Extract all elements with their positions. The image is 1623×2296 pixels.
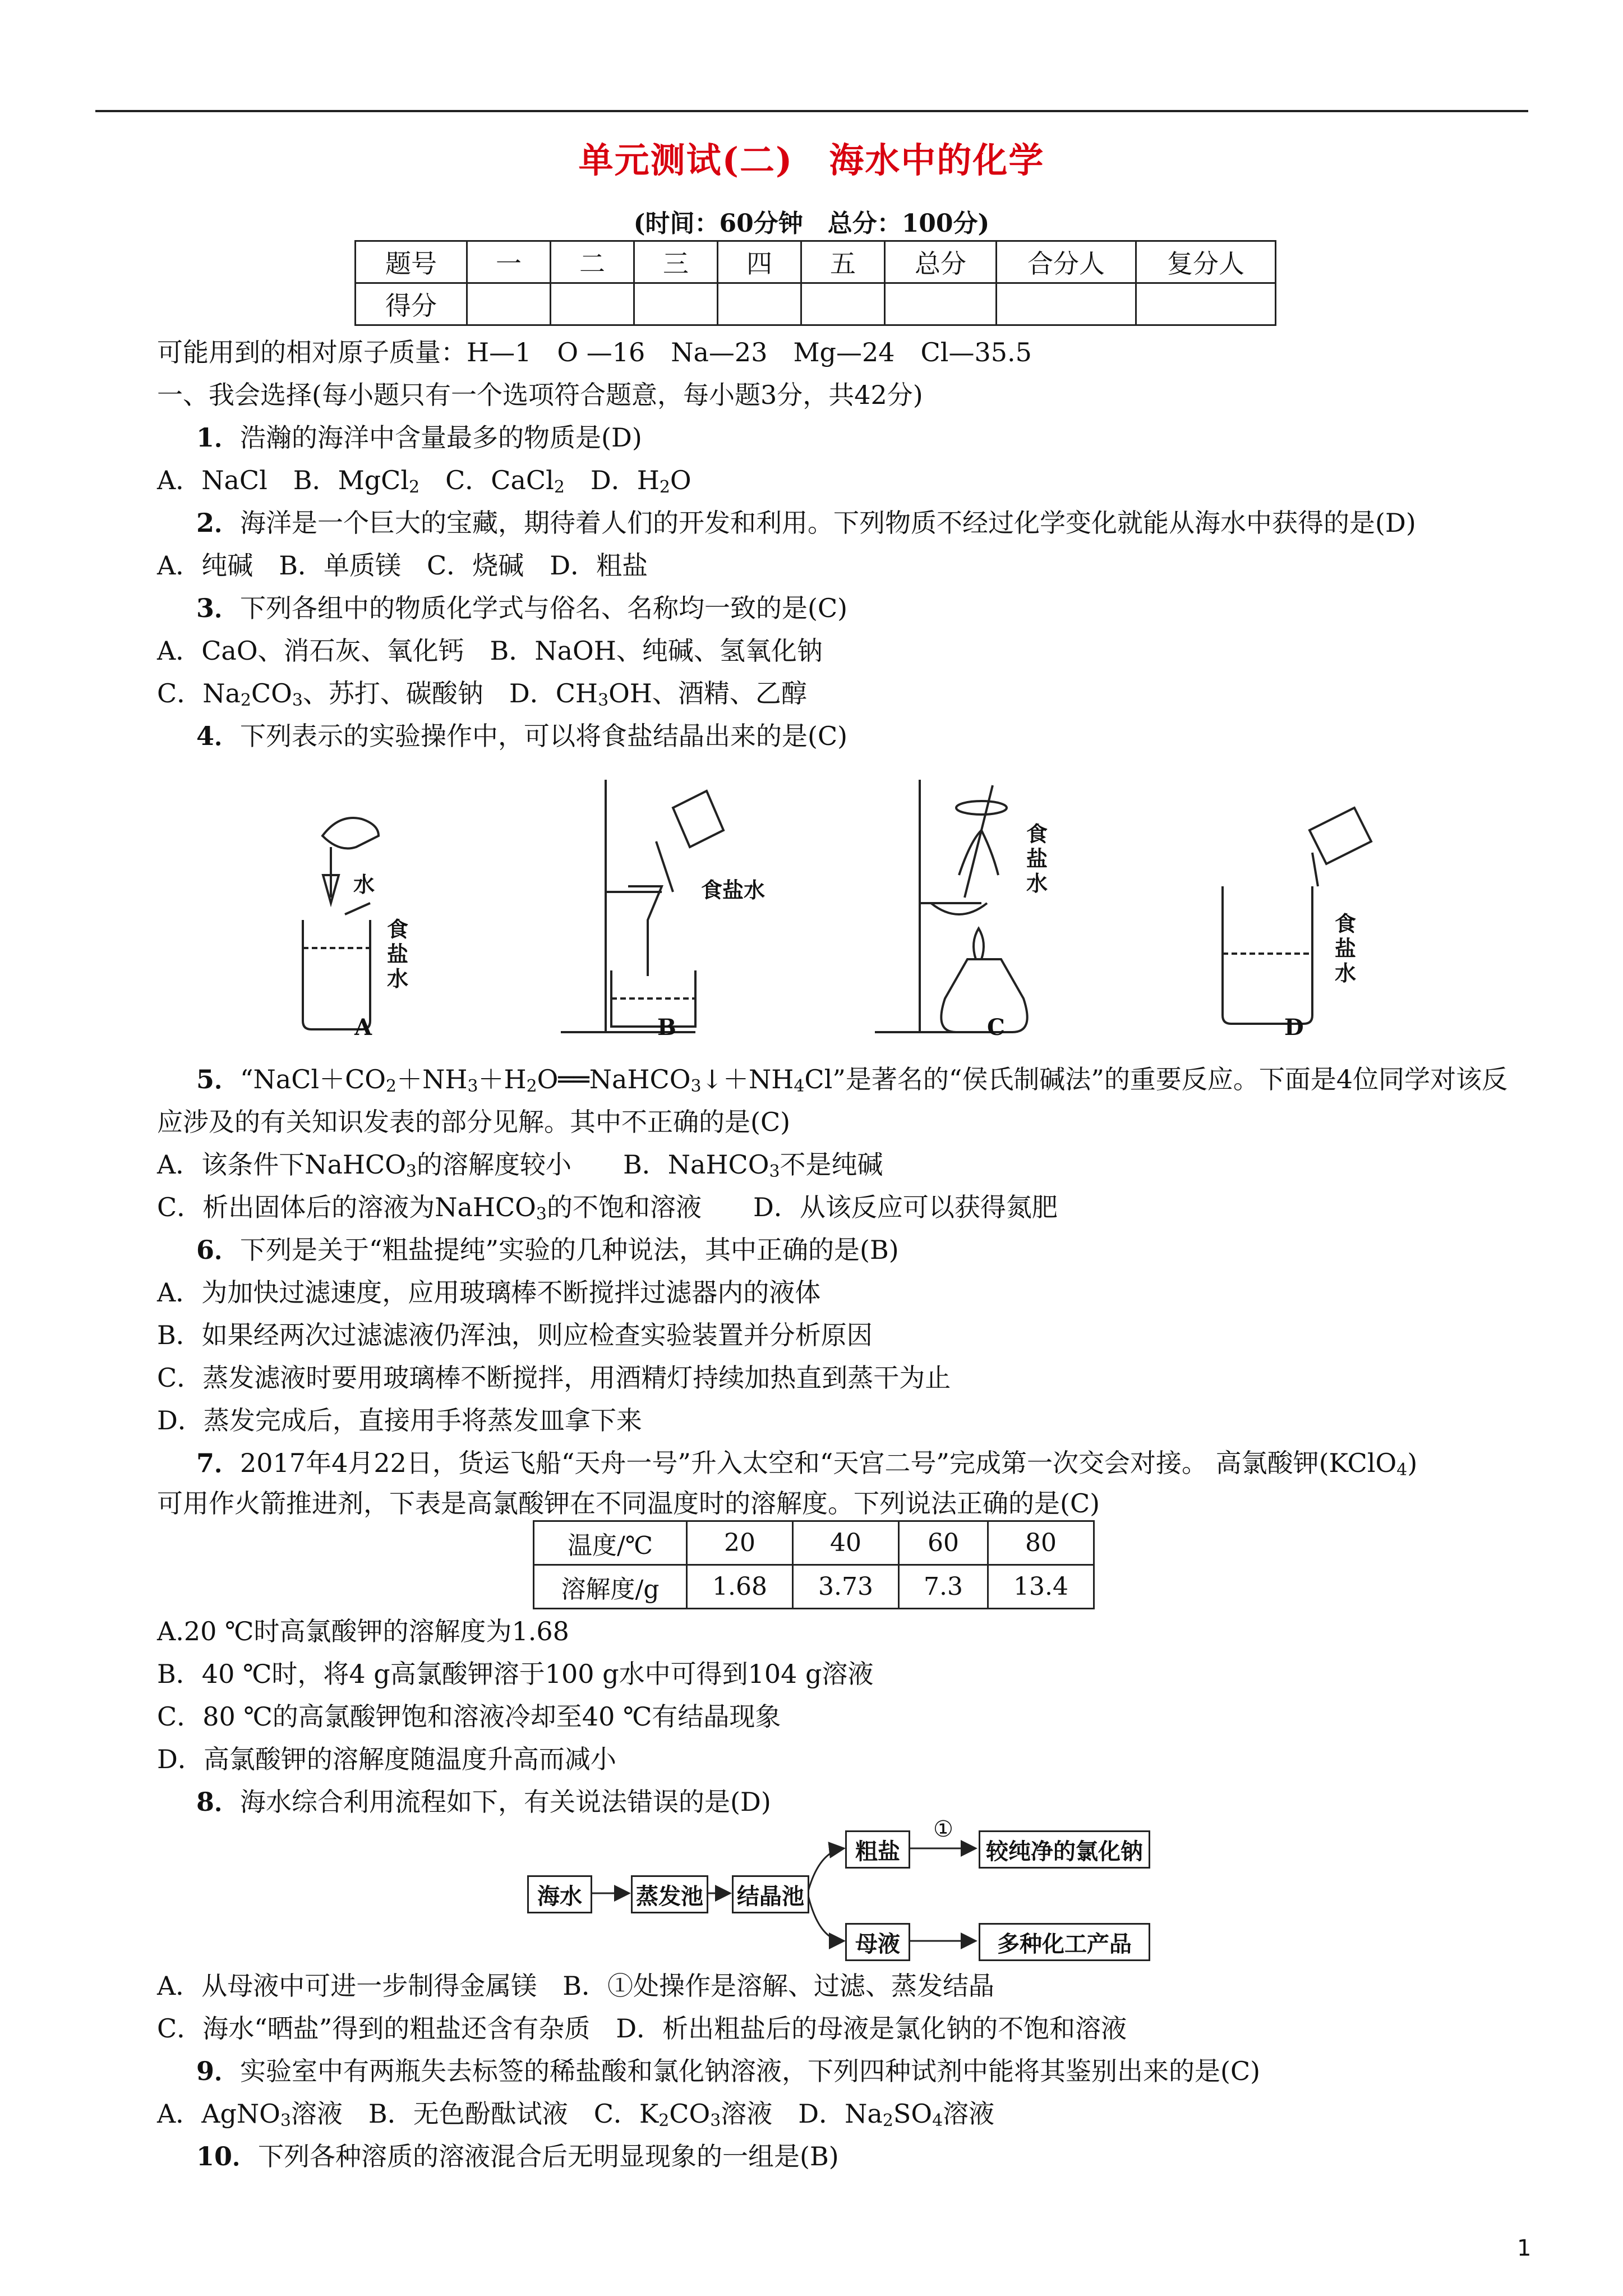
q2-options: A．纯碱 B．单质镁 C．烧碱 D．粗盐 (157, 550, 648, 581)
q7-option-b: B．40 ℃时，将4 g高氯酸钾溶于100 g水中可得到104 g溶液 (157, 1659, 874, 1689)
label-salt-water-d: 食 盐 水 (1335, 911, 1357, 986)
score-cell: 总分 (885, 241, 997, 283)
page-subtitle: (时间：60分钟 总分：100分) (633, 209, 990, 238)
score-cell[interactable] (997, 283, 1136, 325)
score-table-row (356, 283, 1276, 325)
figure-label-a: A (354, 1014, 372, 1041)
q7-option-a: A.20 ℃时高氯酸钾的溶解度为1.68 (157, 1616, 569, 1646)
flow-step-marker: ① (933, 1816, 953, 1842)
solubility-cell: 80 (988, 1521, 1094, 1565)
question-4: 4．下列表示的实验操作中，可以将食盐结晶出来的是(C) (196, 721, 848, 751)
question-3: 3．下列各组中的物质化学式与俗名、名称均一致的是(C) (196, 593, 848, 623)
solubility-table (533, 1520, 1095, 1609)
solubility-cell: 20 (687, 1521, 793, 1565)
solubility-cell: 1.68 (687, 1565, 793, 1609)
label-salt-water-b: 食盐水 (701, 877, 766, 903)
score-cell[interactable] (885, 283, 997, 325)
page-title: 单元测试(二) 海水中的化学 (578, 140, 1045, 181)
q7-option-c: C．80 ℃的高氯酸钾饱和溶液冷却至40 ℃有结晶现象 (157, 1701, 781, 1732)
score-cell[interactable] (1136, 283, 1276, 325)
solubility-cell: 3.73 (793, 1565, 899, 1609)
q6-option-b: B．如果经两次过滤滤液仍浑浊，则应检查实验装置并分析原因 (157, 1320, 873, 1350)
beaker-icon (303, 920, 370, 1029)
atomic-masses: 可能用到的相对原子质量：H—1 O —16 Na—23 Mg—24 Cl—35.5 (157, 337, 1032, 367)
question-10: 10．下列各种溶质的溶液混合后无明显现象的一组是(B) (196, 2141, 839, 2171)
flow-box-pure-nacl: 较纯净的氯化钠 (979, 1830, 1150, 1869)
page-number: 1 (1517, 2235, 1532, 2261)
score-table (354, 240, 1276, 326)
solubility-cell: 60 (899, 1521, 988, 1565)
flow-box-seawater: 海水 (527, 1875, 592, 1913)
score-cell: 二 (551, 241, 634, 283)
solubility-cell: 溶解度/g (534, 1565, 687, 1609)
score-cell: 题号 (356, 241, 467, 283)
header-rule (95, 110, 1528, 112)
q9-options: A．AgNO$_3$溶液 B．无色酚酞试液 C．$K_2CO_3$溶液 D．$Na_2SO_4$溶液 (157, 2099, 995, 2131)
label-salt-water-c: 食 盐 水 (1026, 821, 1048, 896)
pouring-beaker-icon (673, 791, 723, 847)
q6-option-d: D．蒸发完成后，直接用手将蒸发皿拿下来 (157, 1405, 642, 1435)
flow-box-chemical-products: 多种化工产品 (979, 1923, 1150, 1961)
question-9: 9．实验室中有两瓶失去标签的稀盐酸和氯化钠溶液，下列四种试剂中能将其鉴别出来的是(C) (196, 2056, 1261, 2086)
score-cell: 得分 (356, 283, 467, 325)
score-table-row (356, 241, 1276, 283)
q7-option-d: D．高氯酸钾的溶解度随温度升高而减小 (157, 1744, 616, 1774)
q8-options-cd: C．海水“晒盐”得到的粗盐还含有杂质 D．析出粗盐后的母液是氯化钠的不饱和溶液 (157, 2013, 1127, 2044)
question-2: 2．海洋是一个巨大的宝藏，期待着人们的开发和利用。下列物质不经过化学变化就能从海水中获得的是(D) (196, 508, 1416, 538)
score-cell: 复分人 (1136, 241, 1276, 283)
flow-box-mother-liquor: 母液 (845, 1923, 910, 1961)
question-8: 8．海水综合利用流程如下，有关说法错误的是(D) (196, 1787, 771, 1817)
score-cell: 合分人 (997, 241, 1136, 283)
score-cell: 一 (467, 241, 551, 283)
solubility-cell: 温度/℃ (534, 1521, 687, 1565)
score-cell: 四 (718, 241, 801, 283)
score-cell: 三 (634, 241, 718, 283)
question-6: 6．下列是关于“粗盐提纯”实验的几种说法，其中正确的是(B) (196, 1235, 899, 1265)
score-cell[interactable] (551, 283, 634, 325)
flow-box-evaporation-pond: 蒸发池 (631, 1875, 708, 1913)
section-heading: 一、我会选择(每小题只有一个选项符合题意，每小题3分，共42分) (157, 380, 923, 410)
question-5: 5．“$NaCl+CO_2+NH_3+H_2O══NaHCO_3↓+NH_4Cl$”是著名的“侯氏制碱法”的重要反应。下面是4位同学对该反 (196, 1064, 1508, 1096)
solubility-cell: 13.4 (988, 1565, 1094, 1609)
label-salt-water-a: 食 盐 水 (387, 917, 409, 991)
q3-options-cd: C．$Na_2CO_3$、苏打、碳酸钠 D．$CH_3OH$、酒精、乙醇 (157, 678, 807, 710)
q5-options-ab: A．该条件下NaHCO$_3$的溶解度较小 B．NaHCO$_3$不是纯碱 (157, 1149, 883, 1181)
solubility-row (534, 1521, 1094, 1565)
q5-options-cd: C．析出固体后的溶液为NaHCO$_3$的不饱和溶液 D．从该反应可以获得氮肥 (157, 1192, 1058, 1224)
q8-options-ab: A．从母液中可进一步制得金属镁 B．①处操作是溶解、过滤、蒸发结晶 (157, 1971, 995, 2001)
q6-option-a: A．为加快过滤速度，应用玻璃棒不断搅拌过滤器内的液体 (157, 1277, 821, 1308)
flow-box-crude-salt: 粗盐 (845, 1830, 910, 1869)
score-cell: 五 (801, 241, 885, 283)
alcohol-lamp-icon (941, 959, 1027, 1032)
solubility-cell: 40 (793, 1521, 899, 1565)
score-cell[interactable] (718, 283, 801, 325)
score-cell[interactable] (467, 283, 551, 325)
q1-options: A．NaCl B．MgCl$_2$ C．CaCl$_2$ D．$H_2O$ (157, 465, 691, 497)
q6-option-c: C．蒸发滤液时要用玻璃棒不断搅拌，用酒精灯持续加热直到蒸干为止 (157, 1363, 951, 1393)
figure-label-c: C (987, 1014, 1005, 1041)
solubility-row (534, 1565, 1094, 1609)
lab-figure (269, 763, 1391, 1043)
score-cell[interactable] (634, 283, 718, 325)
solubility-cell: 7.3 (899, 1565, 988, 1609)
q7-stem-continued: 可用作火箭推进剂，下表是高氯酸钾在不同温度时的溶解度。下列说法正确的是(C) (157, 1488, 1100, 1519)
score-cell[interactable] (801, 283, 885, 325)
beaker-icon (1223, 886, 1312, 1024)
evaporating-dish-icon (931, 903, 987, 914)
figure-label-d: D (1284, 1014, 1304, 1041)
hand-icon (322, 818, 379, 849)
pouring-beaker-icon (1310, 808, 1371, 864)
question-7: 7．2017年4月22日，货运飞船“天舟一号”升入太空和“天宫二号”完成第一次交会对接。 高氯酸钾(KClO$_4$) (196, 1448, 1418, 1480)
flow-box-crystallization-pond: 结晶池 (732, 1875, 809, 1913)
figure-label-b: B (657, 1014, 676, 1041)
funnel-icon (628, 886, 662, 976)
q3-options-ab: A．CaO、消石灰、氧化钙 B．NaOH、纯碱、氢氧化钠 (157, 636, 823, 666)
question-1: 1．浩瀚的海洋中含量最多的物质是(D) (196, 422, 642, 453)
q5-stem-continued: 应涉及的有关知识发表的部分见解。其中不正确的是(C) (157, 1107, 791, 1137)
label-water: 水 (353, 872, 375, 897)
